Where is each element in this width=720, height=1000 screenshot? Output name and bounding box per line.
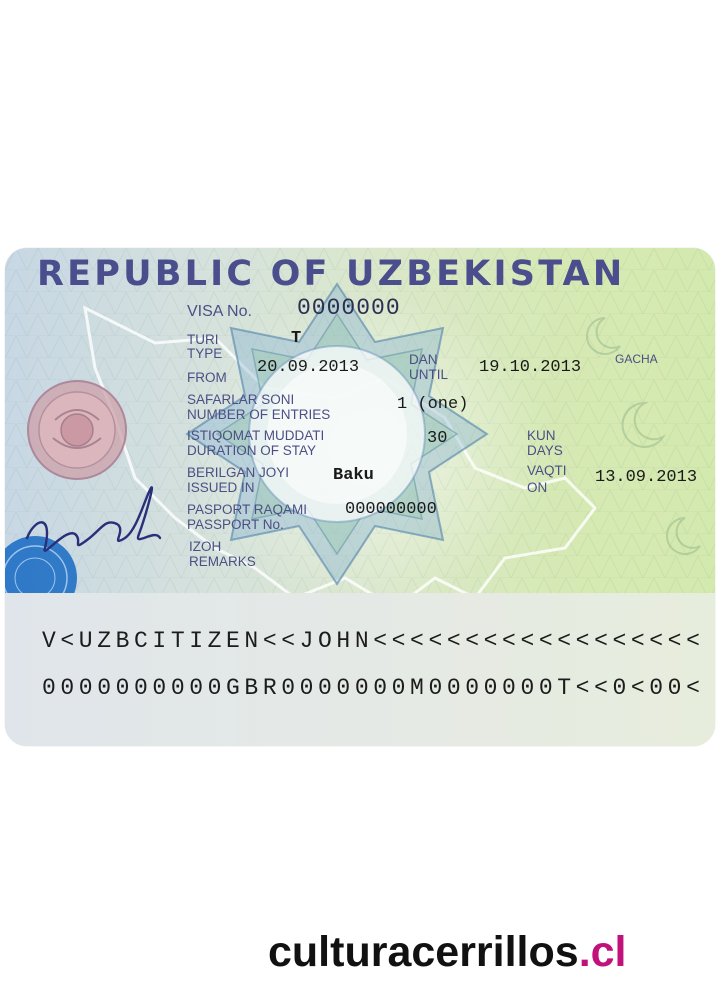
from-label: FROM [187,370,227,385]
remarks-label-uz: IZOH [189,539,222,554]
visa-number-label: VISA No. [187,303,252,320]
duration-label-uz: ISTIQOMAT MUDDATI [187,428,325,443]
until-value: 19.10.2013 [479,358,582,377]
until-suffix: GACHA [615,352,658,366]
issued-in-label-en: ISSUED IN [187,480,255,495]
issued-on-label-en: ON [527,480,548,495]
type-label-uz: TURI [187,332,219,347]
issued-on-label-uz: VAQTI [527,463,567,478]
mrz-band [5,593,715,746]
watermark-tld: cl [590,928,627,976]
issued-in-value: Baku [333,466,374,485]
mrz-line-2: 0000000000GBR0000000M0000000T<<0<00< [42,675,705,701]
from-value: 20.09.2013 [257,358,360,377]
mrz-line-1: V<UZBCITIZEN<<JOHN<<<<<<<<<<<<<<<<<< [42,628,705,654]
issued-in-label-uz: BERILGAN JOYI [187,465,290,480]
watermark-dot: . [578,928,591,976]
duration-label-en: DURATION OF STAY [187,443,317,458]
until-label-en: UNTIL [409,367,449,382]
hologram-emblem [28,381,126,479]
country-title: REPUBLIC OF UZBEKISTAN [37,254,626,294]
entries-value: 1 (one) [397,395,469,414]
until-label-uz: DAN [409,352,438,367]
passport-label-en: PASSPORT No. [187,517,284,532]
passport-label-uz: PASPORT RAQAMI [187,502,308,517]
watermark-name: culturacerrillos [268,928,579,976]
type-value: T [291,329,302,348]
visa-number: 0000000 [297,295,401,321]
site-watermark [268,928,627,977]
type-label-en: TYPE [187,346,223,361]
remarks-label-en: REMARKS [189,554,256,569]
passport-value: 000000000 [345,500,437,519]
duration-unit-uz: KUN [527,428,556,443]
entries-label-en: NUMBER OF ENTRIES [187,407,331,422]
duration-value: 30 [427,429,448,448]
entries-label-uz: SAFARLAR SONI [187,392,295,407]
issued-on-value: 13.09.2013 [595,468,698,487]
duration-unit-en: DAYS [527,443,563,458]
visa-card [5,248,715,746]
